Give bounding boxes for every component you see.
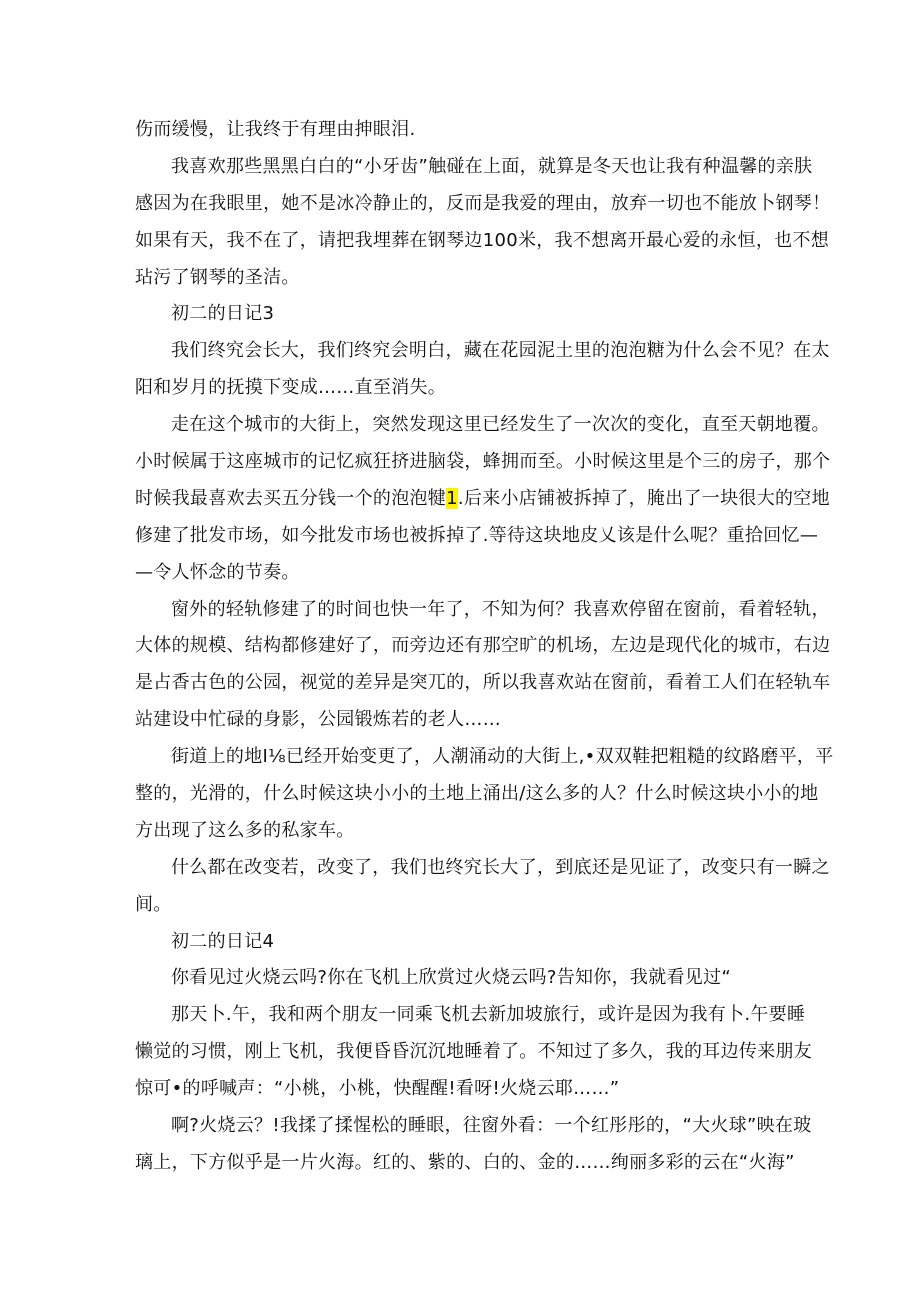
text-line: 惊可•的呼喊声：“小桃，小桃，快醒醒!看呀!火烧云耶……” <box>135 1078 620 1100</box>
text-line: 走在这个城市的大街上，突然发现这里已经发生了一次次的变化，直至天朝地覆。 <box>171 414 830 436</box>
text-line: 大体的规模、结构都修建好了，而旁边还有那空旷的机场，左边是现代化的城市，右边 <box>135 635 831 657</box>
text-line: 我喜欢那些黑黑白白的“小牙齿”触碰在上面，就算是冬天也让我有种温馨的亲肤 <box>171 155 813 177</box>
text-line: 如果有天，我不在了，请把我埋葬在钢琴边100米，我不想离开最心爱的永恒，也不想 <box>135 229 830 251</box>
text-line: 我们终究会长大，我们终究会明白，藏在花园泥土里的泡泡糖为什么会不见？在太 <box>171 340 830 362</box>
text-line: 伤而缓慢，让我终于有理由抻眼泪. <box>135 119 416 140</box>
text-line: 璃上，下方似乎是一片火海。红的、紫的、白的、金的……绚丽多彩的云在“火海” <box>135 1151 795 1173</box>
text-line: 修建了批发市场，如今批发市场也被拆掉了.等待这块地皮乂该是什么呢？重拾回忆— <box>135 524 819 546</box>
text-line: 阳和岁月的抚摸下变成……直至消失。 <box>135 377 447 399</box>
text-line: 街道上的地I⅛已经开始变更了，人潮涌动的大街上,•双双鞋把粗糙的纹路磨平，平 <box>171 746 834 768</box>
text-line: 懒觉的习惯，刚上飞机，我便昏昏沉沉地睡着了。不知过了多久，我的耳边传来朋友 <box>135 1041 813 1063</box>
highlighted-text: 1 <box>446 487 458 509</box>
document-page <box>135 112 834 1182</box>
text-line: 你看见过火烧云吗?你在飞机上欣赏过火烧云吗?告知你，我就看见过“ <box>171 967 732 989</box>
text-line: 是占香古色的公园，视觉的差异是突兀的，所以我喜欢站在窗前，看着工人们在轻轨车 <box>135 672 831 694</box>
text-segment: .后来小店铺被拆掉了，腌出了一块很大的空地 <box>457 487 830 509</box>
text-line: 窗外的轻轨修建了的时间也快一年了，不知为何？我喜欢停留在窗前，看着轻轨， <box>171 598 830 620</box>
text-line: 整的，光滑的，什么时候这块小小的土地上涌出/这么多的人？什么时候这块小小的地 <box>135 783 819 805</box>
text-line: —令人怀念的节奏。 <box>135 561 300 583</box>
text-segment: 时候我最喜欢去买五分钱一个的泡泡犍 <box>135 487 447 509</box>
text-line: 玷污了钢琴的圣洁。 <box>135 266 300 288</box>
text-line: 啊?火烧云？!我揉了揉惺松的睡眼，往窗外看：一个红彤彤的，“大火球”映在玻 <box>171 1115 812 1137</box>
section-heading: 初二的日记4 <box>171 930 275 952</box>
text-line: 方出现了这么多的私家车。 <box>135 819 355 841</box>
text-line: 间。 <box>135 893 172 915</box>
text-line: 什么都在改变若，改变了，我们也终究长大了，到底还是见证了，改变只有一瞬之 <box>171 856 830 878</box>
text-line: 小时候属于这座城市的记忆疯狂挤进脑袋，蜂拥而至。小时候这里是个三的房子，那个 <box>135 451 831 473</box>
section-heading: 初二的日记3 <box>171 303 275 325</box>
text-line: 感因为在我眼里，她不是冰冷静止的，反而是我爱的理由，放弃一切也不能放卜钢琴！ <box>135 192 831 214</box>
text-line: 站建设中忙碌的身影，公园锻炼若的老人…… <box>135 709 501 731</box>
text-line: 那天卜.午，我和两个朋友一同乘飞机去新加坡旅行，或许是因为我有卜.午要睡 <box>171 1004 806 1026</box>
text-line <box>135 481 830 518</box>
